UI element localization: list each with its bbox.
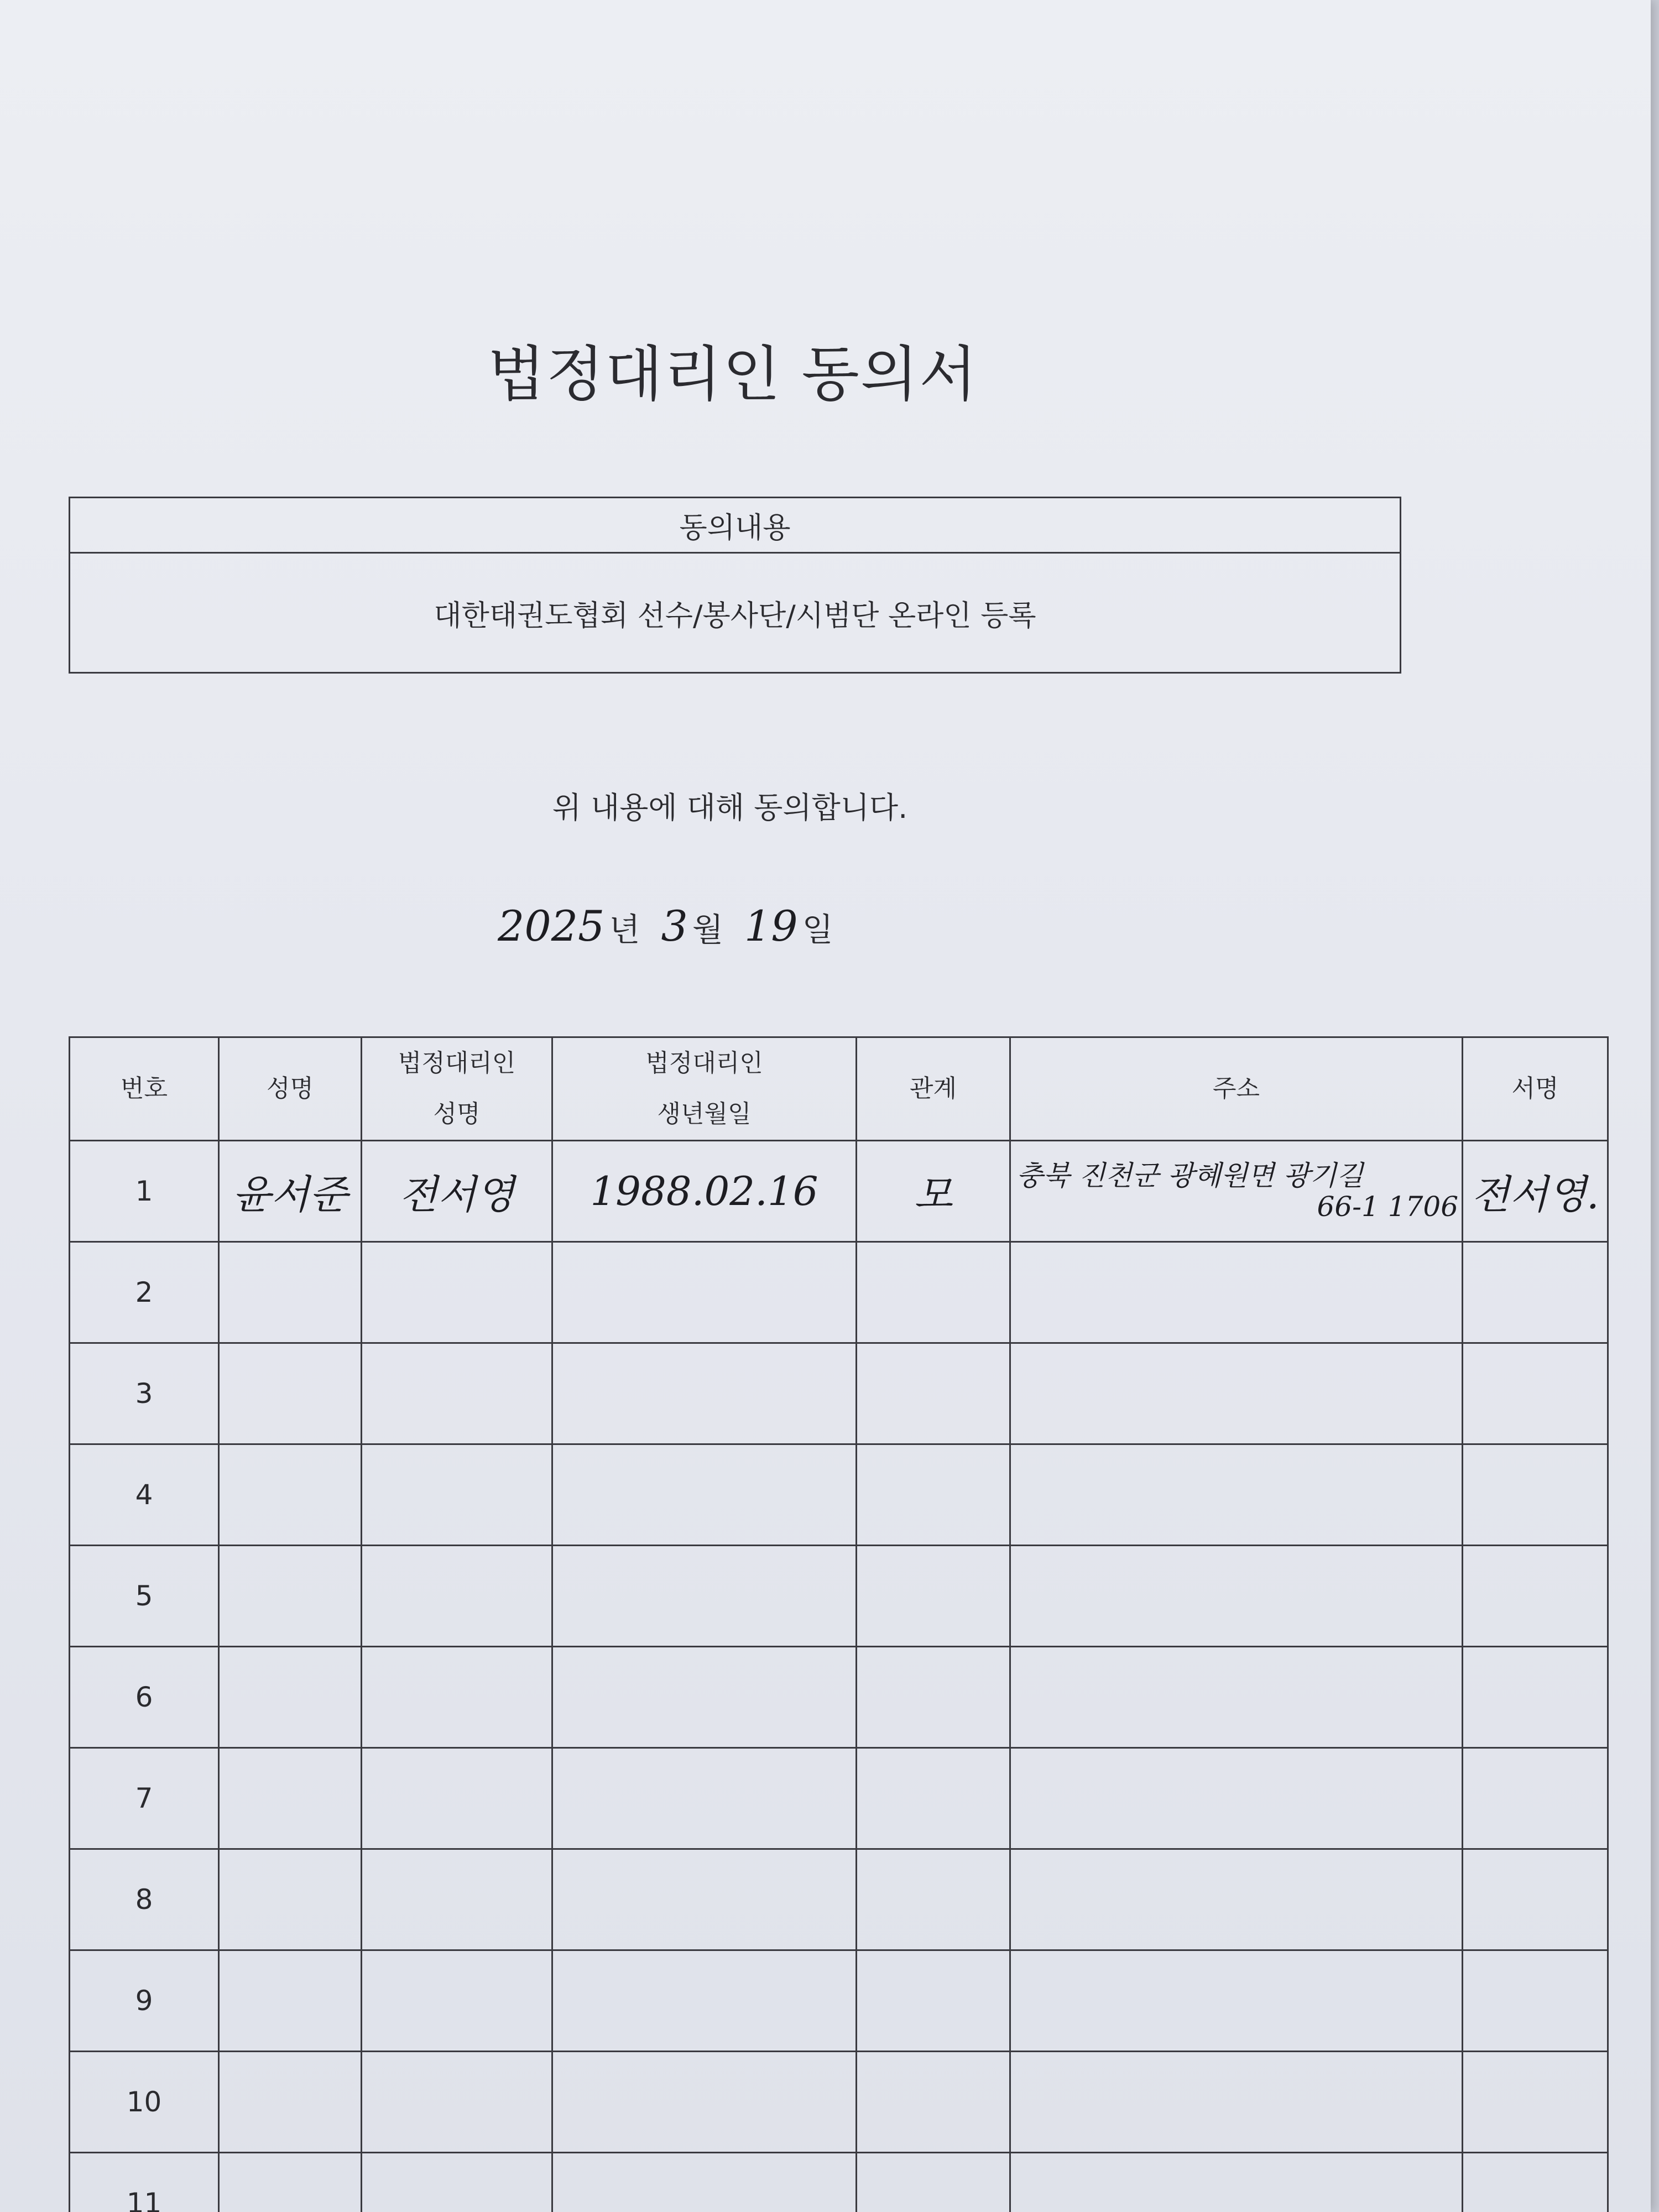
cell-number: 7: [70, 1748, 219, 1849]
cell-signature: [1463, 1242, 1608, 1343]
date-line: [498, 901, 850, 968]
cell-relation: [857, 1748, 1010, 1849]
cell-guardian-name: [362, 1647, 552, 1748]
header-address: 주소: [1010, 1037, 1463, 1141]
cell-name: [219, 1950, 362, 2052]
cell-guardian-birth: [552, 1748, 857, 1849]
cell-number: 4: [70, 1444, 219, 1546]
document-title: 법정대리인 동의서: [487, 340, 978, 409]
cell-address: [1010, 1141, 1463, 1242]
cell-guardian-name: [362, 1444, 552, 1546]
table-row: [70, 1141, 1608, 1242]
cell-guardian-birth: [552, 1242, 857, 1343]
cell-signature: [1463, 1950, 1608, 2052]
cell-number: 9: [70, 1950, 219, 2052]
table-row: [70, 1343, 1608, 1444]
header-guardian-name-line1: 법정대리인: [398, 1049, 516, 1077]
cell-signature: [1463, 1141, 1608, 1242]
cell-guardian-name-text: 전서영: [399, 1171, 515, 1218]
cell-relation: [857, 1141, 1010, 1242]
cell-guardian-name: [362, 1748, 552, 1849]
guardian-roster-table: [69, 1036, 1609, 2212]
header-guardian-name: [362, 1037, 552, 1141]
header-guardian-birth-line1: 법정대리인: [645, 1049, 763, 1077]
cell-guardian-birth: [552, 2052, 857, 2153]
table-header-row: [70, 1037, 1608, 1141]
cell-address: [1010, 1647, 1463, 1748]
cell-name: [219, 1748, 362, 1849]
date-year-unit: 년: [609, 911, 640, 948]
cell-signature: [1463, 2153, 1608, 2212]
table-row: [70, 1546, 1608, 1647]
table-row: [70, 1849, 1608, 1950]
cell-name: [219, 1343, 362, 1444]
cell-relation: [857, 2153, 1010, 2212]
cell-signature: [1463, 1647, 1608, 1748]
table-row: [70, 1950, 1608, 2052]
date-month-unit: 월: [692, 911, 723, 948]
cell-name: [219, 2052, 362, 2153]
cell-number: 1: [70, 1141, 219, 1242]
cell-name-text: 윤서준: [232, 1171, 348, 1218]
cell-address: [1010, 2153, 1463, 2212]
cell-address: [1010, 1444, 1463, 1546]
cell-guardian-birth: [552, 1647, 857, 1748]
cell-guardian-birth: [552, 1849, 857, 1950]
cell-number: 8: [70, 1849, 219, 1950]
table-row: [70, 2153, 1608, 2212]
cell-address: [1010, 2052, 1463, 2153]
header-guardian-name-line2: 성명: [433, 1100, 481, 1128]
cell-name: [219, 1849, 362, 1950]
cell-signature: [1463, 1748, 1608, 1849]
table-body: [70, 1141, 1608, 2212]
cell-guardian-birth: [552, 1546, 857, 1647]
cell-guardian-name: [362, 1546, 552, 1647]
consent-header: 동의내용: [70, 498, 1400, 554]
cell-guardian-birth-text: 1988.02.16: [590, 1168, 818, 1214]
cell-signature: [1463, 1444, 1608, 1546]
cell-guardian-name: [362, 1849, 552, 1950]
cell-guardian-birth: [552, 2153, 857, 2212]
cell-relation: [857, 1242, 1010, 1343]
cell-relation: [857, 1546, 1010, 1647]
cell-address: [1010, 1748, 1463, 1849]
cell-number: 10: [70, 2052, 219, 2153]
agree-statement: 위 내용에 대해 동의합니다.: [552, 790, 908, 825]
date-day-unit: 일: [802, 911, 833, 948]
cell-relation-text: 모: [914, 1171, 953, 1218]
address-line2: 66-1 1706: [1317, 1191, 1458, 1223]
cell-guardian-birth: [552, 1444, 857, 1546]
cell-guardian-birth: [552, 1343, 857, 1444]
cell-guardian-name: [362, 2153, 552, 2212]
cell-number: 5: [70, 1546, 219, 1647]
cell-number: 6: [70, 1647, 219, 1748]
cell-guardian-name: [362, 1141, 552, 1242]
cell-address: [1010, 1343, 1463, 1444]
cell-relation: [857, 2052, 1010, 2153]
cell-name: [219, 1141, 362, 1242]
cell-address: [1010, 1950, 1463, 2052]
cell-address: [1010, 1546, 1463, 1647]
header-name: 성명: [219, 1037, 362, 1141]
cell-number: 11: [70, 2153, 219, 2212]
cell-address: [1010, 1242, 1463, 1343]
cell-name: [219, 1444, 362, 1546]
cell-signature: [1463, 1546, 1608, 1647]
cell-address: [1010, 1849, 1463, 1950]
table-row: [70, 2052, 1608, 2153]
table-row: [70, 1748, 1608, 1849]
table-row: [70, 1444, 1608, 1546]
cell-name: [219, 1546, 362, 1647]
cell-guardian-name: [362, 1242, 552, 1343]
date-year: 2025: [498, 901, 605, 951]
cell-relation: [857, 1849, 1010, 1950]
cell-guardian-name: [362, 1343, 552, 1444]
cell-number: 3: [70, 1343, 219, 1444]
cell-relation: [857, 1343, 1010, 1444]
cell-signature: [1463, 1343, 1608, 1444]
header-guardian-birth-line2: 생년월일: [657, 1100, 752, 1128]
cell-guardian-birth: [552, 1141, 857, 1242]
cell-guardian-birth: [552, 1950, 857, 2052]
table-row: [70, 1647, 1608, 1748]
cell-number: 2: [70, 1242, 219, 1343]
header-signature: 서명: [1463, 1037, 1608, 1141]
consent-box: [69, 497, 1401, 674]
cell-name: [219, 2153, 362, 2212]
header-relation: 관계: [857, 1037, 1010, 1141]
cell-signature: [1463, 2052, 1608, 2153]
consent-body: 대한태권도협회 선수/봉사단/시범단 온라인 등록: [434, 599, 1036, 633]
header-number: 번호: [70, 1037, 219, 1141]
cell-signature: [1463, 1849, 1608, 1950]
cell-relation: [857, 1444, 1010, 1546]
table-row: [70, 1242, 1608, 1343]
cell-relation: [857, 1950, 1010, 2052]
cell-signature-text: 전서영.: [1471, 1171, 1599, 1218]
header-guardian-birth: [552, 1037, 857, 1141]
date-month: 3: [661, 901, 688, 951]
date-day: 19: [744, 901, 798, 951]
cell-guardian-name: [362, 1950, 552, 2052]
cell-name: [219, 1242, 362, 1343]
cell-guardian-name: [362, 2052, 552, 2153]
cell-name: [219, 1647, 362, 1748]
address-line1: 충북 진천군 광혜원면 광기길: [1016, 1160, 1364, 1192]
cell-relation: [857, 1647, 1010, 1748]
